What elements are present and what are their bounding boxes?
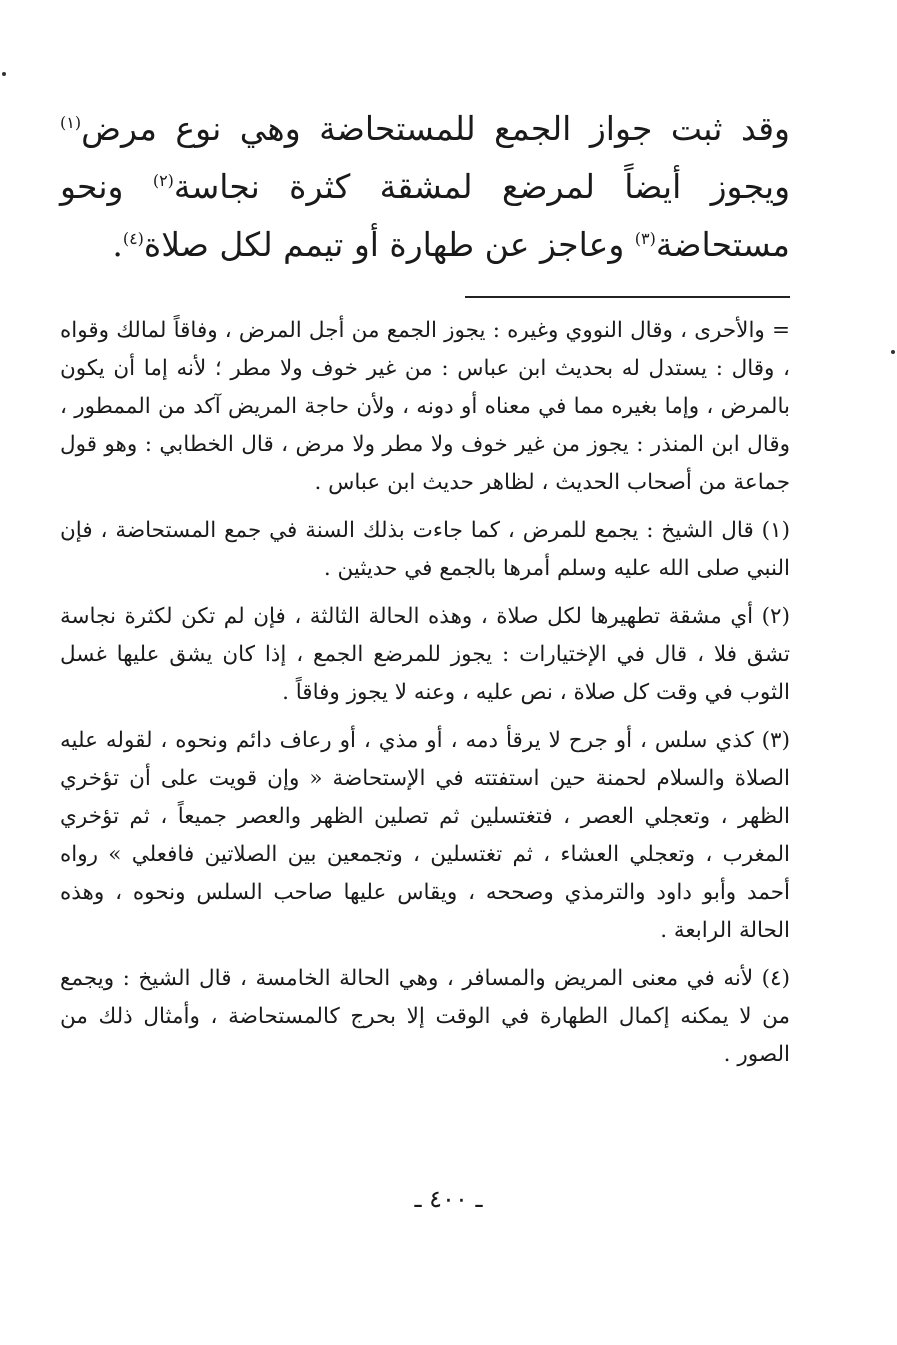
book-page (60, 100, 790, 1084)
footnote-3: (٣) كذي سلس ، أو جرح لا يرقأ دمه ، أو مذي ، أو رعاف دائم ونحوه ، لقوله عليه الصلاة والسلام لحمنة حين استفتته في الإستحاضة « وإن قويت على أن تؤخري الظهر ، وتعجلي العصر ، فتغتسلين ثم تصلين الظهر والعصر جميعاً ، ثم تؤخري المغرب ، وتعجلي العشاء ، ثم تغتسلين ، وتجمعين بين الصلاتين فافعلي » رواه أحمد وأبو داود والترمذي وصححه ، ويقاس عليها صاحب السلس ونحوه ، وهذه الحالة الرابعة . (60, 728, 790, 943)
main-text-segment: ويجوز أيضاً لمرضع لمشقة كثرة نجاسة (173, 167, 791, 206)
footnote-separator (465, 296, 790, 298)
footnote-ref-3: (٣) (634, 229, 656, 248)
page-number: ـ ٤٠٠ ـ (414, 1185, 483, 1213)
margin-dot-middle (891, 350, 895, 354)
main-paragraph (60, 100, 790, 274)
main-text-segment: . (112, 225, 123, 264)
main-text (60, 100, 790, 274)
main-text-segment: ونحو مستحاضة (60, 167, 790, 264)
footnotes (60, 312, 790, 1074)
main-text-segment: وعاجز عن طهارة أو تيمم لكل صلاة (143, 225, 635, 264)
footnote-4: (٤) لأنه في معنى المريض والمسافر ، وهي الحالة الخامسة ، قال الشيخ : ويجمع من لا يمكنه إكمال الطهارة في الوقت إلا بحرج كالمستحاضة ، وأمثال ذلك من الصور . (60, 966, 790, 1067)
footnote-ref-1: (١) (60, 113, 82, 132)
footnote-ref-2: (٢) (152, 171, 174, 190)
footnote-1: (١) قال الشيخ : يجمع للمرض ، كما جاءت بذلك السنة في جمع المستحاضة ، فإن النبي صلى الله عليه وسلم أمرها بالجمع في حديثين . (60, 518, 790, 581)
footnote-2: (٢) أي مشقة تطهيرها لكل صلاة ، وهذه الحالة الثالثة ، فإن لم تكن لكثرة نجاسة تشق فلا ، قال في الإختيارات : يجوز للمرضع الجمع ، إذا كان يشق عليها غسل الثوب في وقت كل صلاة ، نص عليه ، وعنه لا يجوز وفاقاً . (60, 604, 790, 705)
footnote-continued: = والأحرى ، وقال النووي وغيره : يجوز الجمع من أجل المرض ، وفاقاً لمالك وقواه ، وقال : يستدل له بحديث ابن عباس : من غير خوف ولا مطر ؛ لأنه إما أن يكون بالمرض ، وإما بغيره مما في معناه أو دونه ، ولأن حاجة المريض آكد من الممطور ، وقال ابن المنذر : يجوز من غير خوف ولا مطر ولا مرض ، قال الخطابي : وهو قول جماعة من أصحاب الحديث ، لظاهر حديث ابن عباس . (60, 318, 790, 495)
footnote-ref-4: (٤) (122, 229, 144, 248)
main-text-segment: وقد ثبت جواز الجمع للمستحاضة وهي نوع مرض (81, 109, 790, 148)
margin-dot-top (2, 72, 6, 76)
